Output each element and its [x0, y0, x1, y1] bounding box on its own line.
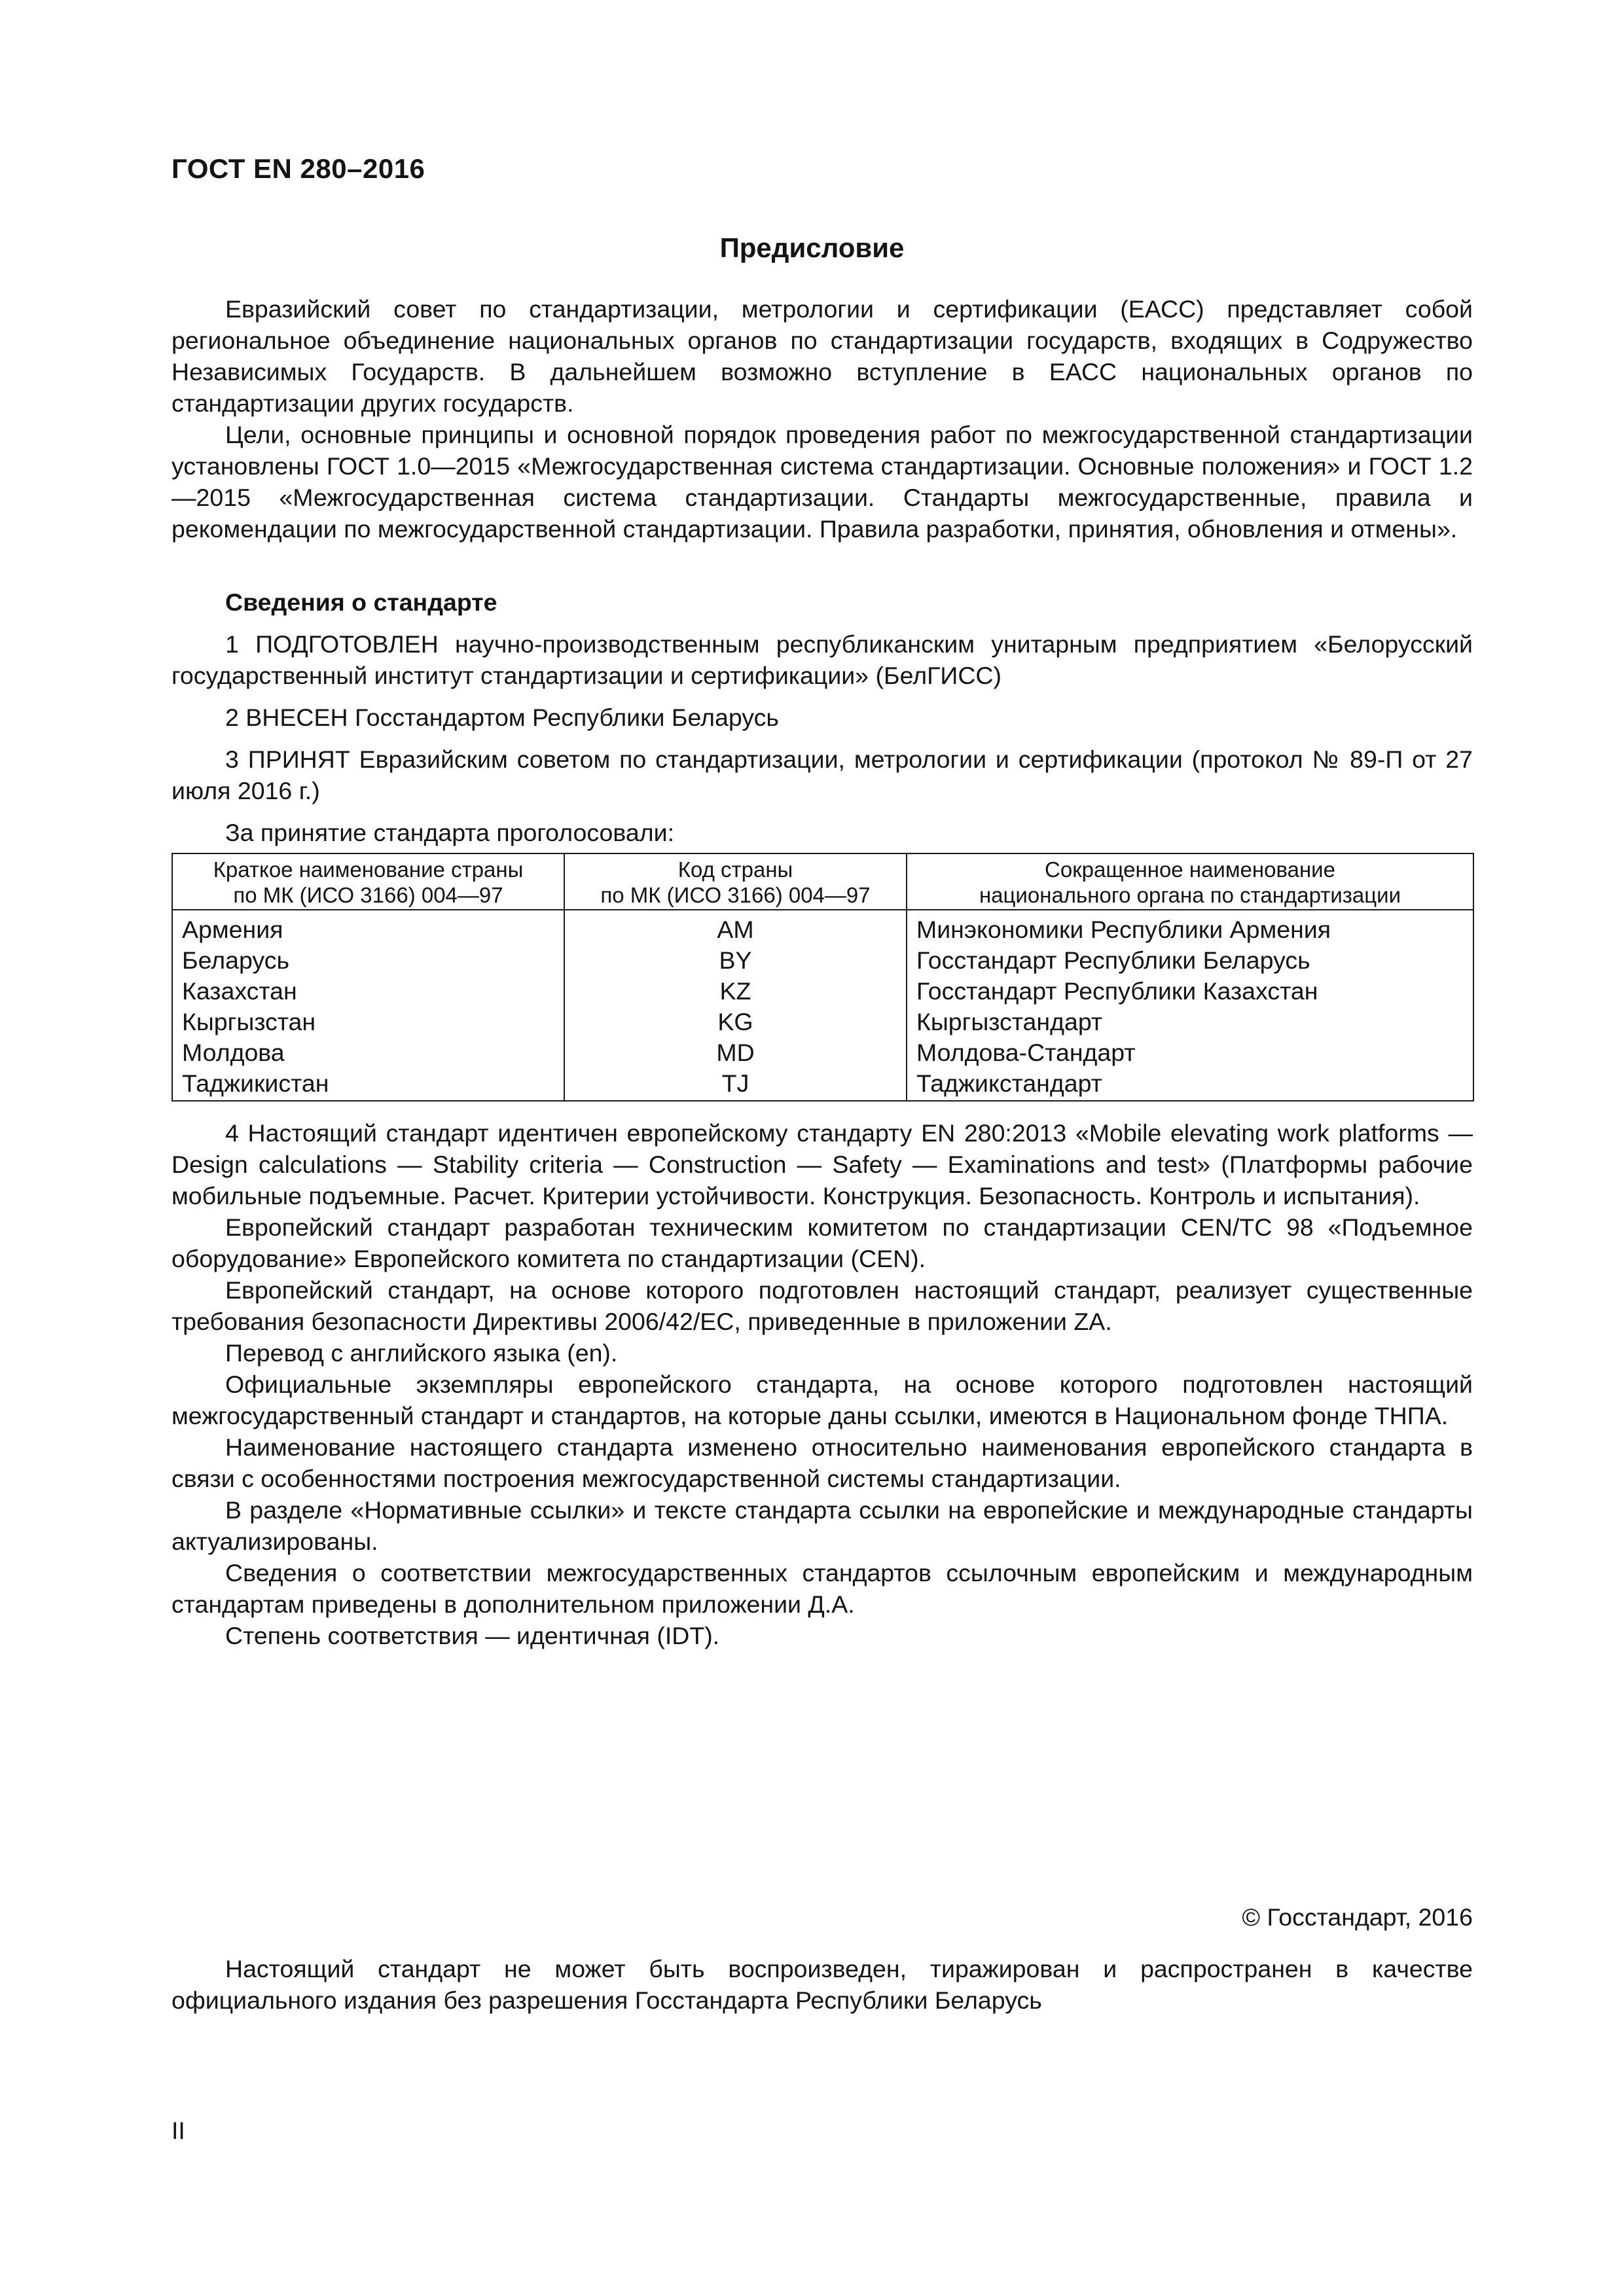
- page-title: Предисловие: [719, 232, 905, 263]
- country-cell: Беларусь: [172, 945, 564, 976]
- intro-paragraph: Евразийский совет по стандартизации, метрологии и сертификации (ЕАСС) представляет собой региональное объединение национальных органов по стандартизации государств, входящих в Содружество Независимых Государств. В дальнейшем возможно вступление в ЕАСС национальных органов по стандартизации других государств.: [171, 295, 1473, 417]
- table-row: [172, 1068, 1473, 1101]
- identity-paragraph: В разделе «Нормативные ссылки» и тексте стандарта ссылки на европейские и международные стандарты актуализированы.: [171, 1496, 1473, 1555]
- header-line: национального органа по стандартизации: [979, 883, 1401, 907]
- page-number: II: [171, 2117, 185, 2144]
- table-row: [172, 910, 1473, 945]
- identity-paragraph: Европейский стандарт, на основе которого подготовлен настоящий стандарт, реализует существенные требования безопасности Директивы 2006/42/EC, приведенные в приложении ZA.: [171, 1276, 1473, 1335]
- info-item-2: 2 ВНЕСЕН Госстандартом Республики Беларусь: [225, 704, 779, 731]
- header-line: Код страны: [677, 857, 793, 882]
- body-cell: Минэкономики Республики Армения: [907, 910, 1473, 945]
- code-cell: KZ: [564, 976, 907, 1007]
- table-row: [172, 945, 1473, 976]
- identity-section: [171, 1117, 1473, 1651]
- table-row: [172, 1037, 1473, 1068]
- code-cell: AM: [564, 910, 907, 945]
- identity-paragraph: 4 Настоящий стандарт идентичен европейскому стандарту EN 280:2013 «Mobile elevating work platforms — Design calculations — Stability criteria — Construction — Safety — Examinations and test» (Платформы рабочие мобильные подъемные. Расчет. Критерии устойчивости. Конструкция. Безопасность. Контроль и испытания).: [171, 1119, 1473, 1210]
- table-header-code: [564, 853, 907, 910]
- body-cell: Кыргызстандарт: [907, 1007, 1473, 1037]
- copyright-notice: © Госстандарт, 2016: [1242, 1903, 1473, 1931]
- body-cell: Молдова-Стандарт: [907, 1037, 1473, 1068]
- body-cell: Госстандарт Республики Беларусь: [907, 945, 1473, 976]
- table-row: [172, 1007, 1473, 1037]
- identity-paragraph: Сведения о соответствии межгосударственных стандартов ссылочным европейским и международным стандартам приведены в дополнительном приложении Д.А.: [171, 1559, 1473, 1618]
- code-cell: BY: [564, 945, 907, 976]
- info-heading: Сведения о стандарте: [225, 588, 497, 616]
- country-cell: Молдова: [172, 1037, 564, 1068]
- header-line: по МК (ИСО 3166) 004—97: [600, 883, 871, 907]
- reproduction-notice: Настоящий стандарт не может быть воспроизведен, тиражирован и распространен в качестве официального издания без разрешения Госстандарта Республики Беларусь: [171, 1955, 1473, 2014]
- table-header-country: [172, 853, 564, 910]
- identity-paragraph: Перевод с английского языка (en).: [225, 1339, 618, 1367]
- identity-paragraph: Наименование настоящего стандарта изменено относительно наименования европейского стандарта в связи с особенностями построения межгосударственной системы стандартизации.: [171, 1433, 1473, 1492]
- country-cell: Кыргызстан: [172, 1007, 564, 1037]
- country-cell: Армения: [172, 910, 564, 945]
- code-cell: KG: [564, 1007, 907, 1037]
- table-header-body: [907, 853, 1473, 910]
- country-cell: Казахстан: [172, 976, 564, 1007]
- body-cell: Госстандарт Республики Казахстан: [907, 976, 1473, 1007]
- code-cell: TJ: [564, 1068, 907, 1101]
- code-cell: MD: [564, 1037, 907, 1068]
- table-header-row: [172, 853, 1473, 910]
- header-line: Краткое наименование страны: [213, 857, 524, 882]
- voted-label: За принятие стандарта проголосовали:: [225, 819, 675, 846]
- identity-paragraph: Официальные экземпляры европейского стандарта, на основе которого подготовлен настоящий межгосударственный стандарт и стандартов, на которые даны ссылки, имеются в Национальном фонде ТНПА.: [171, 1371, 1473, 1429]
- document-code: ГОСТ EN 280–2016: [171, 153, 425, 184]
- info-item-3: 3 ПРИНЯТ Евразийским советом по стандартизации, метрологии и сертификации (протокол № 89-П от 27 июля 2016 г.): [171, 745, 1473, 804]
- body-cell: Таджикстандарт: [907, 1068, 1473, 1101]
- standard-info-section: [171, 586, 1473, 848]
- identity-paragraph: Степень соответствия — идентичная (IDT).: [225, 1622, 720, 1649]
- table-row: [172, 976, 1473, 1007]
- country-cell: Таджикистан: [172, 1068, 564, 1101]
- identity-paragraph: Европейский стандарт разработан техническим комитетом по стандартизации CEN/TC 98 «Подъемное оборудование» Европейского комитета по стандартизации (CEN).: [171, 1213, 1473, 1272]
- info-item-1: 1 ПОДГОТОВЛЕН научно-производственным республиканским унитарным предприятием «Белорусский государственный институт стандартизации и сертификации» (БелГИСС): [171, 630, 1473, 689]
- header-line: Сокращенное наименование: [1045, 857, 1335, 882]
- header-line: по МК (ИСО 3166) 004—97: [233, 883, 503, 907]
- intro-section: [171, 293, 1473, 545]
- voting-countries-table: [171, 853, 1474, 1102]
- intro-paragraph: Цели, основные принципы и основной порядок проведения работ по межгосударственной стандартизации установлены ГОСТ 1.0—2015 «Межгосударственная система стандартизации. Основные положения» и ГОСТ 1.2—2015 «Межгосударственная система стандартизации. Стандарты межгосударственные, правила и рекомендации по межгосударственной стандартизации. Правила разработки, принятия, обновления и отмены».: [171, 421, 1473, 543]
